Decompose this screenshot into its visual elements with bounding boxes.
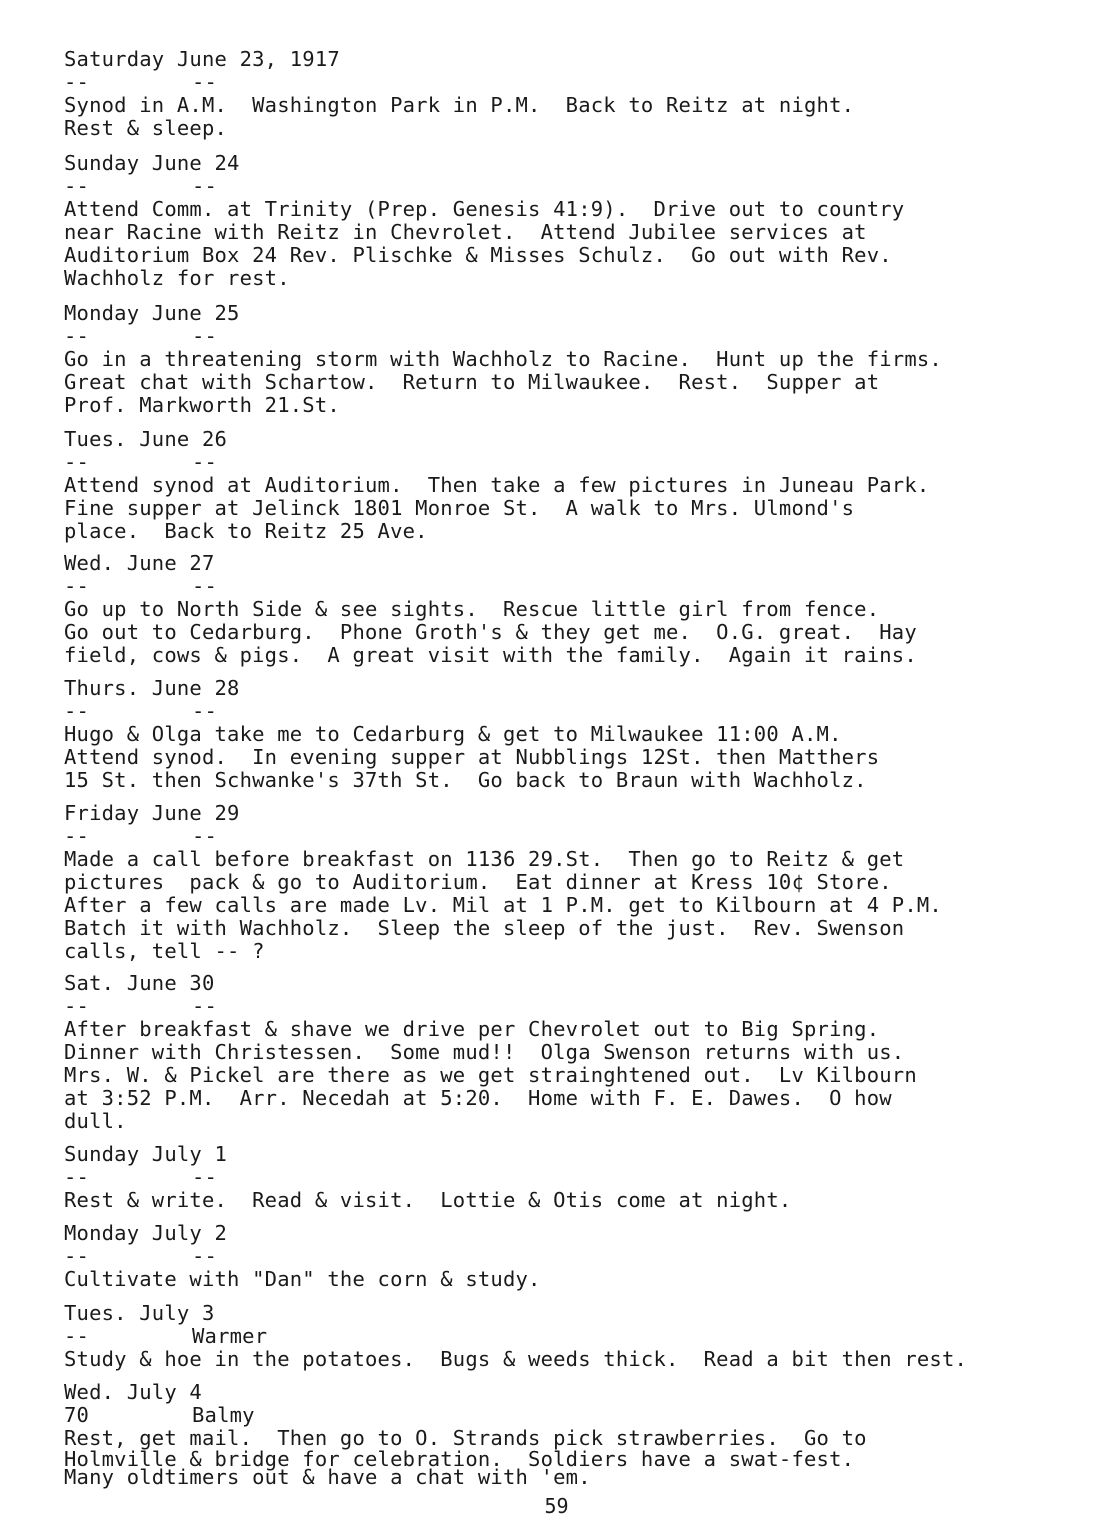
entry-line: Go up to North Side & see sights. Rescue little girl from fence. [64,597,880,621]
entry-line: Attend Comm. at Trinity (Prep. Genesis 41:9). Drive out to country [64,197,905,221]
entry-line: calls, tell -- ? [64,939,265,963]
diary-entry [64,802,1104,963]
entry-line: Attend synod at Auditorium. Then take a few pictures in Juneau Park. [64,473,930,497]
entry-date: Monday July 2 [64,1221,228,1245]
entry-line: Made a call before breakfast on 1136 29.St. Then go to Reitz & get [64,847,905,871]
entry-body [64,348,1104,417]
entry-marks [64,1245,1104,1268]
diary-entry [64,1302,1104,1371]
entry-line: Rest & write. Read & visit. Lottie & Otis come at night. [64,1188,792,1212]
entry-line: Great chat with Schartow. Return to Milwaukee. Rest. Supper at [64,370,880,394]
entry-line: at 3:52 P.M. Arr. Necedah at 5:20. Home with F. E. Dawes. O how [64,1086,892,1110]
entry-mark-right: -- [192,824,218,848]
entry-line: Auditorium Box 24 Rev. Plischke & Misses Schulz. Go out with Rev. [64,243,892,267]
entry-line: Go in a threatening storm with Wachholz to Racine. Hunt up the firms. [64,347,942,371]
entry-mark-right: -- [192,574,218,598]
entry-body [64,1189,1104,1212]
diary-entry [64,302,1104,417]
entry-mark-left: -- [64,174,90,198]
entry-line: Hugo & Olga take me to Cedarburg & get to Milwaukee 11:00 A.M. [64,722,842,746]
entry-mark-right: -- [192,324,218,348]
diary-entry [64,1380,1104,1489]
entry-date: Saturday June 23, 1917 [64,47,340,71]
entry-marks [64,825,1104,848]
entry-mark-right: -- [192,1244,218,1268]
entry-body [64,198,1104,290]
entry-date: Thurs. June 28 [64,676,240,700]
entry-mark-left: -- [64,699,90,723]
entry-mark-left: -- [64,824,90,848]
entry-line: Go out to Cedarburg. Phone Groth's & they get me. O.G. great. Hay [64,620,917,644]
entry-mark-left: -- [64,324,90,348]
diary-entry [64,677,1104,792]
entry-mark-left: -- [64,1244,90,1268]
entry-mark-right: -- [192,994,218,1018]
entry-line: Holmville & bridge for celebration. Soldiers have a swat-fest. [64,1447,855,1471]
entry-line: field, cows & pigs. A great visit with the family. Again it rains. [64,643,917,667]
entry-line: Attend synod. In evening supper at Nubblings 12St. then Matthers [64,745,880,769]
entry-date: Wed. June 27 [64,551,215,575]
entry-body [64,1426,1104,1489]
entry-body [64,94,1104,140]
entry-line: place. Back to Reitz 25 Ave. [64,519,428,543]
entry-line: Prof. Markworth 21.St. [64,393,340,417]
diary-entry [64,1222,1104,1291]
diary-entry [64,552,1104,667]
diary-entry [64,48,1104,140]
entry-line: dull. [64,1109,127,1133]
entry-mark-right: -- [192,70,218,94]
diary-entry [64,972,1104,1133]
entry-mark-left: -- [64,70,90,94]
entry-mark-left: -- [64,994,90,1018]
entry-line: After breakfast & shave we drive per Chevrolet out to Big Spring. [64,1017,880,1041]
entry-body [64,723,1104,792]
entry-body [64,598,1104,667]
entry-date: Wed. July 4 [64,1380,202,1404]
entry-mark-right: -- [192,174,218,198]
entry-mark-right: Balmy [192,1403,255,1427]
entry-mark-left: -- [64,574,90,598]
entry-date: Sunday June 24 [64,151,240,175]
entry-line: pictures pack & go to Auditorium. Eat dinner at Kress 10¢ Store. [64,870,892,894]
entry-marks [64,451,1104,474]
entry-body [64,848,1104,963]
entry-marks [64,1325,1104,1348]
entry-marks [64,325,1104,348]
entry-body [64,1348,1104,1371]
entry-marks [64,71,1104,94]
entry-line: Cultivate with "Dan" the corn & study. [64,1267,541,1291]
entry-date: Sunday July 1 [64,1142,228,1166]
page-number: 59 [544,1494,569,1518]
entry-body [64,1018,1104,1133]
entry-line: Rest & sleep. [64,116,228,140]
entry-marks [64,700,1104,723]
entry-date: Sat. June 30 [64,971,215,995]
entry-marks [64,175,1104,198]
entry-mark-right: -- [192,699,218,723]
entry-line: Fine supper at Jelinck 1801 Monroe St. A walk to Mrs. Ulmond's [64,496,855,520]
entry-marks [64,1166,1104,1189]
entry-body [64,1268,1104,1291]
entry-line: After a few calls are made Lv. Mil at 1 P.M. get to Kilbourn at 4 P.M. [64,893,942,917]
entry-mark-left: -- [64,450,90,474]
entry-line: Batch it with Wachholz. Sleep the sleep of the just. Rev. Swenson [64,916,905,940]
entry-body [64,474,1104,543]
entry-marks [64,1404,1104,1427]
entry-mark-left: 70 [64,1403,90,1427]
entry-mark-right: -- [192,450,218,474]
diary-entry [64,1143,1104,1212]
entry-line: near Racine with Reitz in Chevrolet. Attend Jubilee services at [64,220,867,244]
entry-line: Many oldtimers out & have a chat with 'em. [64,1465,591,1489]
entry-line: Synod in A.M. Washington Park in P.M. Back to Reitz at night. [64,93,855,117]
entry-line: Mrs. W. & Pickel are there as we get strainghtened out. Lv Kilbourn [64,1063,917,1087]
diary-entry [64,152,1104,290]
entry-marks [64,575,1104,598]
entry-mark-left: -- [64,1165,90,1189]
entry-line: Rest, get mail. Then go to O. Strands pick strawberries. Go to [64,1426,867,1450]
entry-marks [64,995,1104,1018]
entry-line: Wachholz for rest. [64,266,290,290]
entry-date: Tues. June 26 [64,427,228,451]
entry-mark-left: -- [64,1324,90,1348]
entry-line: 15 St. then Schwanke's 37th St. Go back to Braun with Wachholz. [64,768,867,792]
diary-entry [64,428,1104,543]
entry-date: Monday June 25 [64,301,240,325]
entry-date: Friday June 29 [64,801,240,825]
entry-date: Tues. July 3 [64,1301,215,1325]
entry-line: Dinner with Christessen. Some mud!! Olga Swenson returns with us. [64,1040,905,1064]
entry-mark-right: Warmer [192,1324,268,1348]
entry-mark-right: -- [192,1165,218,1189]
entry-line: Study & hoe in the potatoes. Bugs & weeds thick. Read a bit then rest. [64,1347,968,1371]
